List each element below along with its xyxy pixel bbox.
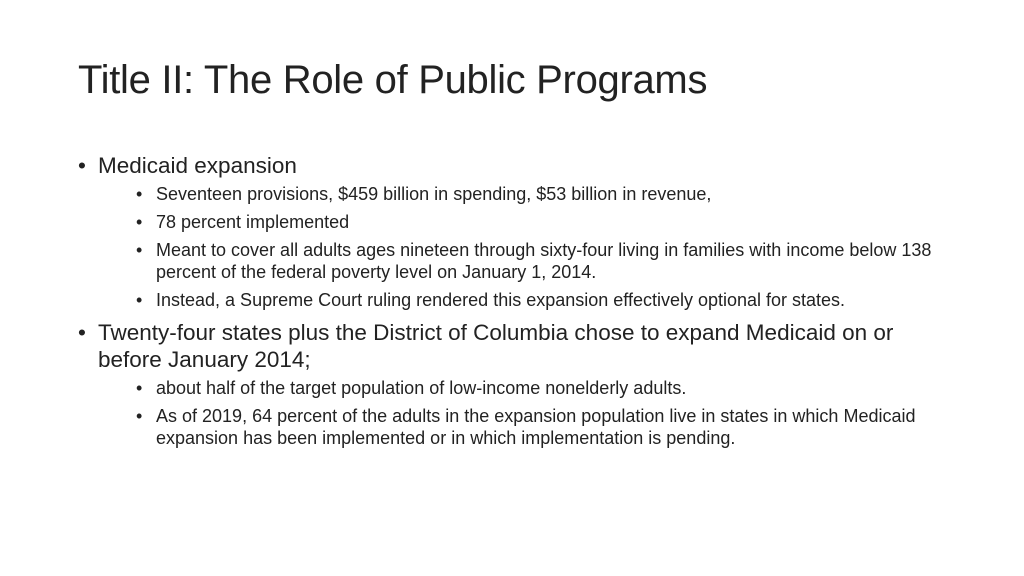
- sub-bullet-item: [98, 211, 958, 233]
- bullet-item-states-expansion: [78, 319, 958, 449]
- slide-content: [78, 152, 958, 449]
- bullet-icon: •: [78, 320, 86, 345]
- sub-bullet-list: [98, 377, 958, 449]
- bullet-icon: •: [136, 240, 143, 260]
- sub-bullet-text: Instead, a Supreme Court ruling rendered this expansion effectively optional for states.: [156, 290, 846, 310]
- bullet-icon: •: [136, 184, 143, 204]
- sub-bullet-item: [98, 289, 958, 311]
- bullet-item-medicaid-expansion: [78, 152, 958, 311]
- sub-bullet-text: Meant to cover all adults ages nineteen through sixty-four living in families with income below 138 percent of the federal poverty level on January 1, 2014.: [156, 240, 932, 282]
- slide-title: Title II: The Role of Public Programs: [78, 58, 708, 102]
- sub-bullet-item: [98, 377, 958, 399]
- bullet-icon: •: [136, 212, 143, 232]
- bullet-icon: •: [136, 378, 143, 398]
- sub-bullet-text: about half of the target population of low-income nonelderly adults.: [156, 378, 687, 398]
- sub-bullet-text: 78 percent implemented: [156, 212, 350, 232]
- sub-bullet-item: [98, 183, 958, 205]
- bullet-icon: •: [136, 406, 143, 426]
- bullet-list: [78, 152, 958, 449]
- bullet-icon: •: [136, 290, 143, 310]
- sub-bullet-item: [98, 405, 958, 449]
- sub-bullet-text: As of 2019, 64 percent of the adults in the expansion population live in states in which Medicaid expansion has been implemented or in which implementation is pending.: [156, 406, 916, 448]
- bullet-text: Twenty-four states plus the District of Columbia chose to expand Medicaid on or before January 2014;: [98, 320, 894, 372]
- bullet-text: Medicaid expansion: [98, 153, 297, 178]
- sub-bullet-item: [98, 239, 958, 283]
- sub-bullet-text: Seventeen provisions, $459 billion in spending, $53 billion in revenue,: [156, 184, 712, 204]
- sub-bullet-list: [98, 183, 958, 311]
- bullet-icon: •: [78, 153, 86, 178]
